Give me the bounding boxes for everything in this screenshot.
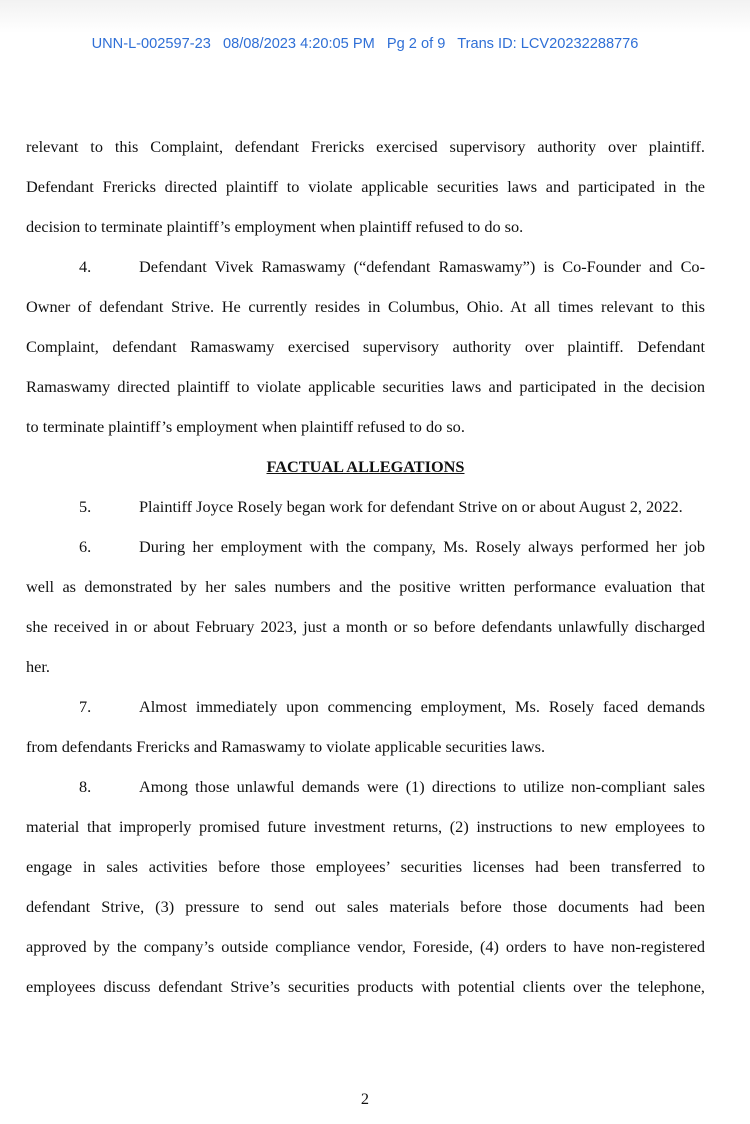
paragraph-number: 8. <box>79 777 92 796</box>
paragraph-6-lead-text: During her employment with the company, Ms. Rosely always performed her job <box>139 537 705 556</box>
paragraph-3-line: relevant to this Complaint, defendant Frericks exercised supervisory authority over plaintiff. <box>26 137 705 156</box>
paragraph-5-lead-text: Plaintiff Joyce Rosely began work for defendant Strive on or about August 2, 2022. <box>139 497 683 516</box>
paragraph-7-first-line <box>26 693 705 733</box>
paragraph-4-line: Owner of defendant Strive. He currently resides in Columbus, Ohio. At all times relevant to this <box>26 297 705 316</box>
paragraph-6-line: she received in or about February 2023, just a month or so before defendants unlawfully discharged <box>26 617 705 636</box>
paragraph-8-line: employees discuss defendant Strive’s securities products with potential clients over the telephone, <box>26 977 705 996</box>
paragraph-4-first-line <box>26 253 705 293</box>
paragraph-8-line: approved by the company’s outside compliance vendor, Foreside, (4) orders to have non-registered <box>26 937 705 956</box>
paragraph-6-first-line <box>26 533 705 573</box>
paragraph-3-line: Defendant Frericks directed plaintiff to violate applicable securities laws and participated in the <box>26 177 705 196</box>
filing-stamp-header: UNN-L-002597-23 08/08/2023 4:20:05 PM Pg 2 of 9 Trans ID: LCV20232288776 <box>91 36 639 52</box>
paragraph-7-line: from defendants Frericks and Ramaswamy to violate applicable securities laws. <box>26 737 546 756</box>
viewer-top-shade <box>0 0 750 33</box>
paragraph-8-line: material that improperly promised future investment returns, (2) instructions to new employees to <box>26 817 705 836</box>
section-heading: FACTUAL ALLEGATIONS <box>266 457 465 476</box>
paragraph-7-lead-text: Almost immediately upon commencing employment, Ms. Rosely faced demands <box>139 697 705 716</box>
paragraph-8-first-line <box>26 773 705 813</box>
paragraph-5-first-line <box>26 493 705 533</box>
paragraph-3-line: decision to terminate plaintiff’s employment when plaintiff refused to do so. <box>26 217 524 236</box>
page-number: 2 <box>360 1089 370 1108</box>
paragraph-4-line: Complaint, defendant Ramaswamy exercised supervisory authority over plaintiff. Defendant <box>26 337 705 356</box>
paragraph-8-line: engage in sales activities before those employees’ securities licenses had been transferred to <box>26 857 705 876</box>
paragraph-number: 4. <box>79 257 92 276</box>
paragraph-4-line: Ramaswamy directed plaintiff to violate applicable securities laws and participated in the decision <box>26 377 705 396</box>
paragraph-6-line: well as demonstrated by her sales numbers and the positive written performance evaluation that <box>26 577 705 596</box>
paragraph-6-line: her. <box>26 657 50 676</box>
paragraph-4-line: to terminate plaintiff’s employment when plaintiff refused to do so. <box>26 417 465 436</box>
complaint-body <box>26 133 705 1013</box>
paragraph-number: 5. <box>79 497 92 516</box>
paragraph-8-line: defendant Strive, (3) pressure to send out sales materials before those documents had been <box>26 897 705 916</box>
paragraph-4-lead-text: Defendant Vivek Ramaswamy (“defendant Ramaswamy”) is Co-Founder and Co- <box>139 257 705 276</box>
paragraph-number: 6. <box>79 537 92 556</box>
paragraph-number: 7. <box>79 697 92 716</box>
paragraph-8-lead-text: Among those unlawful demands were (1) directions to utilize non-compliant sales <box>139 777 705 796</box>
